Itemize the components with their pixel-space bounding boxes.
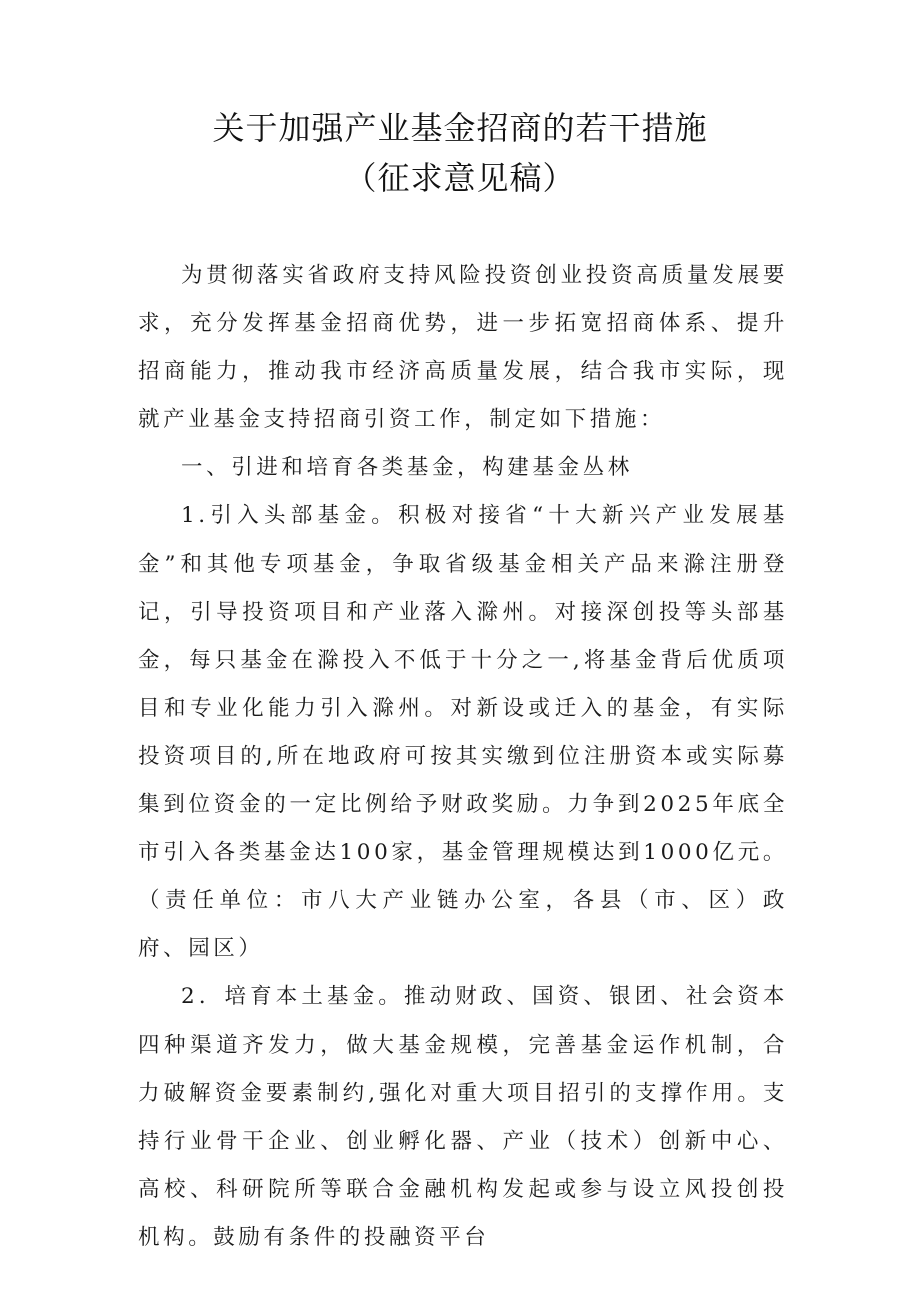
document-body — [138, 252, 788, 1262]
measure-1-paragraph: 1.引入头部基金。积极对接省“十大新兴产业发展基金”和其他专项基金，争取省级基金相关产品来滁注册登记，引导投资项目和产业落入滁州。对接深创投等头部基金，每只基金在滁投入不低于十分之一,将基金背后优质项目和专业化能力引入滁州。对新设或迁入的基金，有实际投资项目的,所在地政府可按其实缴到位注册资本或实际募集到位资金的一定比例给予财政奖励。力争到2025年底全市引入各类基金达100家，基金管理规模达到1000亿元。（责任单位：市八大产业链办公室，各县（市、区）政府、园区） — [138, 503, 788, 962]
section-heading-1: 一、引进和培育各类基金，构建基金丛林 — [181, 455, 633, 481]
document-title: 关于加强产业基金招商的若干措施 — [212, 109, 708, 147]
intro-paragraph: 为贯彻落实省政府支持风险投资创业投资高质量发展要求，充分发挥基金招商优势，进一步拓宽招商体系、提升招商能力，推动我市经济高质量发展，结合我市实际，现就产业基金支持招商引资工作，制定如下措施： — [138, 263, 788, 433]
document-subtitle: （征求意见稿） — [344, 159, 576, 197]
measure-2-paragraph: 2．培育本土基金。推动财政、国资、银团、社会资本四种渠道齐发力，做大基金规模，完善基金运作机制，合力破解资金要素制约,强化对重大项目招引的支撑作用。支持行业骨干企业、创业孵化器、产业（技术）创新中心、高校、科研院所等联合金融机构发起或参与设立风投创投机构。鼓励有条件的投融资平台 — [138, 984, 788, 1250]
